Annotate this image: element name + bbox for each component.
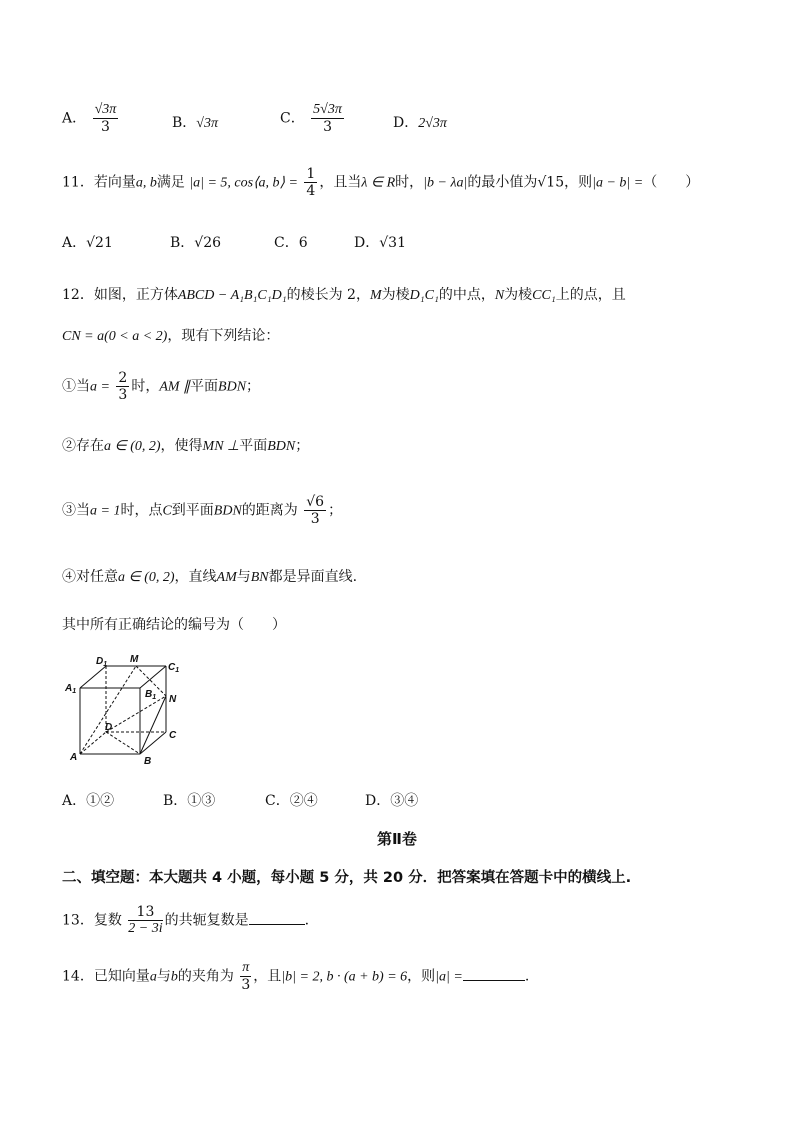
q11-option-c: C．6	[274, 235, 308, 251]
segment-am	[80, 666, 136, 754]
q12-stem-line1: 12．如图，正方体ABCD − A₁B₁C₁D₁的棱长为 2，M为棱D₁C₁的中点，N为棱CC₁上的点，且	[62, 287, 626, 303]
cube-figure	[60, 650, 190, 770]
q12-option-c: C．②④	[265, 793, 318, 809]
q11-stem: 11．若向量a, b满足 |a| = 5, cos⟨a, b⟩ = $\frac{1}{4}$ ，且当λ ∈ R时，|b − λa|的最小值为√15，则|a − b| =（ ）	[62, 166, 700, 199]
q12-statement-1: ①当a = $\frac{2}{3}$ 时，AM ∥平面BDN；	[62, 370, 261, 403]
q12-option-a: A．①②	[62, 793, 115, 809]
segment-db	[106, 732, 140, 754]
q11-option-d: D．√31	[354, 235, 406, 251]
q12-statement-3: ③当a = 1时，点C到平面BDN的距离为 $\frac{√6}{3}$ ；	[62, 494, 343, 527]
label-d1: $D_1$	[96, 656, 108, 668]
q10-option-a: A． $\frac{√3\pi}{3}$	[62, 102, 117, 135]
edge-bc	[140, 732, 166, 754]
label-c: C	[169, 730, 177, 741]
label-b1: $B_1$	[145, 689, 157, 701]
label-d: D	[105, 722, 113, 733]
segment-bn	[140, 696, 166, 754]
q10-option-d: D．2√3π	[393, 115, 447, 131]
q13-answer-blank[interactable]	[249, 912, 305, 925]
section-title: 第Ⅱ卷	[377, 830, 417, 848]
label-a1: $A_1$	[65, 683, 77, 695]
q14-answer-blank[interactable]	[463, 968, 525, 981]
section-heading: 二、填空题：本大题共 4 小题，每小题 5 分，共 20 分．把答案填在答题卡中的横线上.	[62, 870, 632, 886]
q12-statement-4: ④对任意a ∈ (0, 2)，直线AM与BN都是异面直线.	[62, 569, 358, 585]
label-c1: $C_1$	[168, 662, 180, 674]
q11-option-a: A．√21	[62, 235, 113, 251]
q14-stem: 14．已知向量a与b的夹角为 $\frac{\pi}{3}$ ，且|b| = 2, b · (a + b) = 6，则|a| = .	[62, 960, 530, 993]
edge-ad	[80, 732, 106, 754]
q12-statement-2: ②存在a ∈ (0, 2)，使得MN ⊥平面BDN；	[62, 438, 310, 454]
label-m: M	[130, 654, 139, 665]
label-a: A	[70, 752, 78, 763]
q13-stem: 13．复数 $\frac{13}{2 - 3i}$ 的共轭复数是 .	[62, 904, 310, 936]
q11-option-b: B．√26	[170, 235, 222, 251]
q12-option-d: D．③④	[365, 793, 419, 809]
q10-option-c: C． $\frac{5√3\pi}{3}$	[280, 102, 342, 135]
edge-a1d1	[80, 666, 106, 688]
label-n: N	[169, 694, 177, 705]
q12-question: 其中所有正确结论的编号为（ ）	[62, 617, 286, 633]
q12-option-b: B．①③	[163, 793, 216, 809]
edge-b1c1	[140, 666, 166, 688]
q12-stem-line2: CN = a(0 < a < 2)，现有下列结论：	[62, 328, 280, 344]
label-b: B	[144, 756, 152, 767]
q10-option-b: B．√3π	[172, 115, 218, 131]
segment-dn	[106, 696, 166, 732]
